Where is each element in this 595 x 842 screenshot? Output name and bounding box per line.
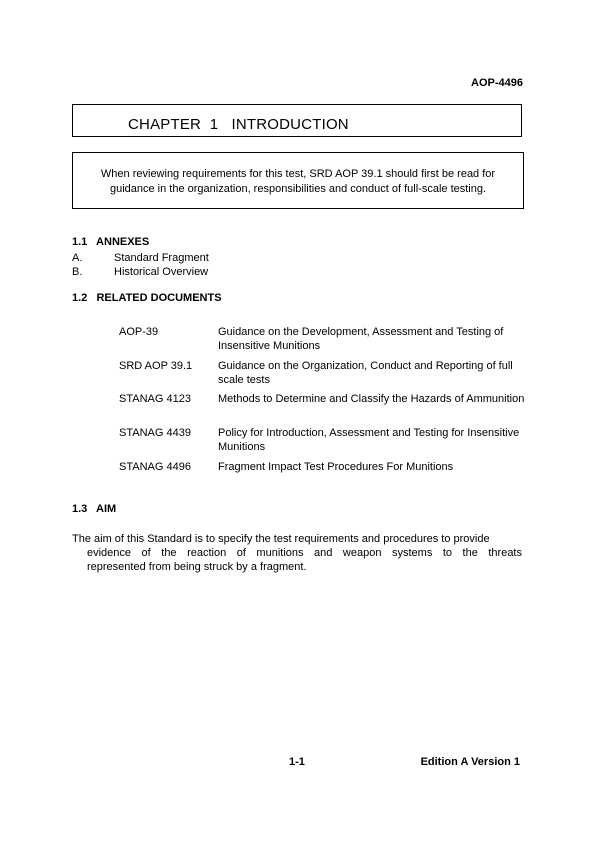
document-code: SRD AOP 39.1 [119,360,193,372]
section-heading-annexes: 1.1 ANNEXES [72,236,150,248]
annex-title: Historical Overview [114,266,209,278]
document-id: AOP-4496 [471,77,523,89]
document-code: AOP-39 [119,326,159,338]
document-description: Fragment Impact Test Procedures For Munitions [218,461,454,473]
guidance-note-box [72,152,524,209]
aim-line: The aim of this Standard is to specify the test requirements and procedures to provide [72,533,490,545]
aim-line: evidence of the reaction of munitions and weapon systems to the threats [87,547,522,559]
document-code: STANAG 4496 [119,461,191,473]
page-number: 1-1 [289,756,305,768]
document-description: Guidance on the Organization, Conduct and Reporting of full scale tests [218,360,513,386]
document-code: STANAG 4439 [119,427,191,439]
edition-label: Edition A Version 1 [420,756,520,768]
section-heading-aim: 1.3 AIM [72,503,117,515]
document-code: STANAG 4123 [119,393,191,405]
aim-paragraph [72,532,522,574]
document-description: Guidance on the Development, Assessment and Testing of Insensitive Munitions [218,326,504,352]
annex-letter: B. [72,266,83,278]
chapter-title-box [72,104,522,137]
annex-title: Standard Fragment [114,252,209,264]
aim-line: represented from being struck by a fragment. [87,561,307,573]
chapter-title: CHAPTER 1 INTRODUCTION [128,116,349,133]
document-description: Methods to Determine and Classify the Hazards of Ammunition [218,393,525,405]
note-line: When reviewing requirements for this test, SRD AOP 39.1 should first be read for [100,168,496,180]
document-description: Policy for Introduction, Assessment and Testing for Insensitive Munitions [218,427,520,453]
note-line: guidance in the organization, responsibilities and conduct of full-scale testing. [109,183,487,195]
section-heading-related-documents: 1.2 RELATED DOCUMENTS [72,292,222,304]
annex-letter: A. [72,252,83,264]
